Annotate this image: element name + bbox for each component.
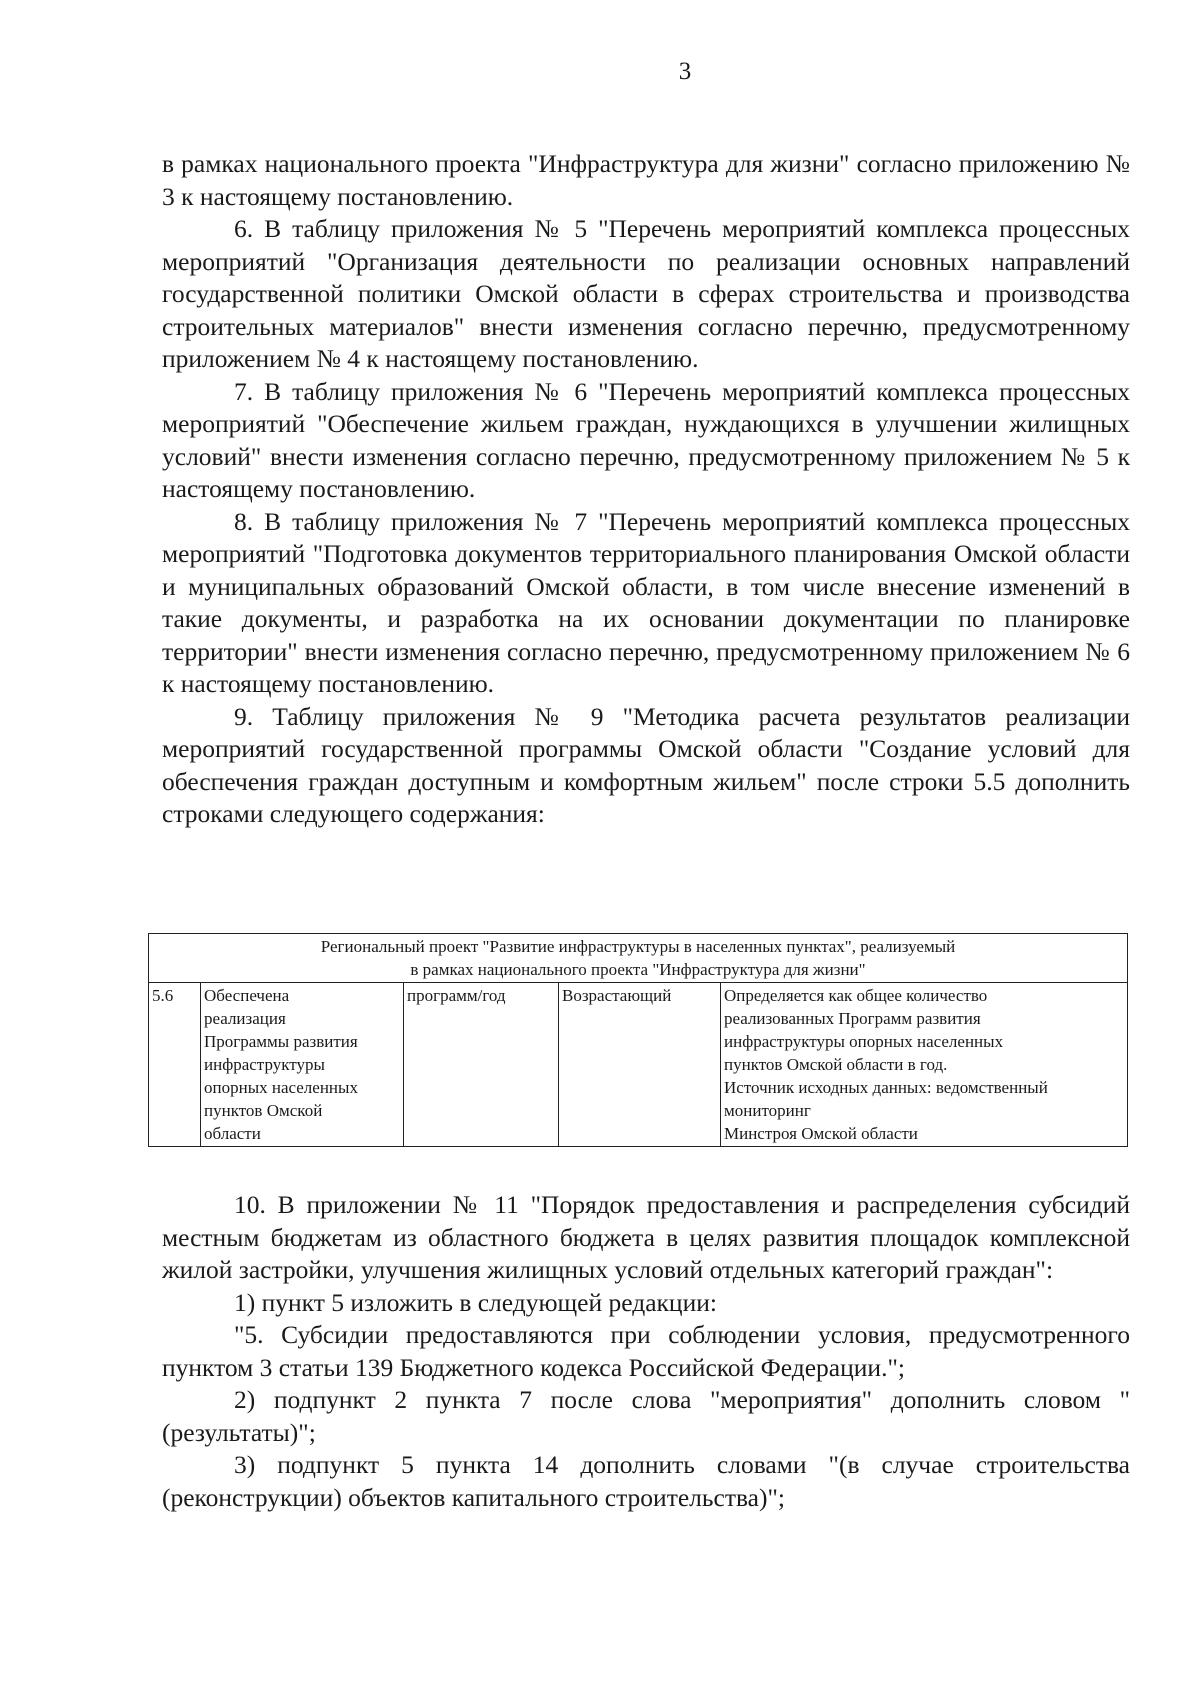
paragraph-item-8: 8. В таблицу приложения № 7 "Перечень мероприятий комплекса процессных мероприятий "Подготовка документов территориального планирования Омской области и муниципальных образований Омской области, в том числе внесение изменений в такие документы, и разработка на их основании документации по планировке территории" внести изменения согласно перечню, предусмотренному приложением № 6 к настоящему постановлению. (162, 506, 1130, 698)
cell-line: Минстроя Омской области (724, 1124, 918, 1143)
row-type-cell: Возрастающий (559, 983, 721, 1147)
row-method-cell (721, 983, 1128, 1147)
cell-line: мониторинг (724, 1101, 811, 1120)
subparagraph-1: 1) пункт 5 изложить в следующей редакции: (234, 1287, 717, 1317)
paragraph-item-6: 6. В таблицу приложения № 5 "Перечень мероприятий комплекса процессных мероприятий "Организация деятельности по реализации основных направлений государственной политики Омской области в сферах строительства и производства строительных материалов" внести изменения согласно перечню, предусмотренному приложением № 4 к настоящему постановлению. (162, 214, 1130, 373)
cell-line: пунктов Омской области в год. (724, 1055, 948, 1074)
quoted-paragraph: "5. Субсидии предоставляются при соблюдении условия, предусмотренного пунктом 3 статьи 139 Бюджетного кодекса Российской Федерации."; (162, 1320, 1130, 1382)
cell-line: пунктов Омской (204, 1101, 323, 1120)
row-name-cell (201, 983, 404, 1147)
text-block-top (162, 148, 1130, 831)
cell-line: Источник исходных данных: ведомственный (724, 1078, 1048, 1097)
cell-line: инфраструктуры опорных населенных (724, 1032, 1004, 1051)
cell-line: области (204, 1124, 261, 1143)
table-title-row (149, 934, 1128, 983)
table-title-cell (149, 934, 1128, 983)
row-number-cell: 5.6 (149, 983, 201, 1147)
table-row (149, 983, 1128, 1147)
paragraph-item-7: 7. В таблицу приложения № 6 "Перечень мероприятий комплекса процессных мероприятий "Обеспечение жильем граждан, нуждающихся в улучшении жилищных условий" внести изменения согласно перечню, предусмотренному приложением № 5 к настоящему постановлению. (162, 376, 1130, 503)
paragraph: в рамках национального проекта "Инфраструктура для жизни" согласно приложению № 3 к настоящему постановлению. (162, 149, 1130, 211)
cell-line: инфраструктуры (204, 1055, 325, 1074)
cell-line: Обеспечена (204, 986, 290, 1005)
subparagraph-2: 2) подпункт 2 пункта 7 после слова "мероприятия" дополнить словом "(результаты)"; (162, 1385, 1130, 1447)
table-title-line: в рамках национального проекта "Инфраструктура для жизни" (410, 960, 866, 979)
cell-line: опорных населенных (204, 1078, 358, 1097)
subparagraph-3: 3) подпункт 5 пункта 14 дополнить словами "(в случае строительства (реконструкции) объектов капитального строительства)"; (162, 1450, 1130, 1512)
cell-line: Программы развития (204, 1032, 358, 1051)
cell-line: Определяется как общее количество (724, 986, 988, 1005)
cell-line: реализация (204, 1009, 286, 1028)
row-unit-cell: программ/год (404, 983, 559, 1147)
paragraph-item-9: 9. Таблицу приложения № 9 "Методика расчета результатов реализации мероприятий государственной программы Омской области "Создание условий для обеспечения граждан доступным и комфортным жильем" после строки 5.5 дополнить строками следующего содержания: (162, 701, 1130, 828)
cell-line: реализованных Программ развития (724, 1009, 981, 1028)
paragraph-item-10: 10. В приложении № 11 "Порядок предоставления и распределения субсидий местным бюджетам из областного бюджета в целях развития площадок комплексной жилой застройки, улучшения жилищных условий отдельных категорий граждан": (162, 1190, 1130, 1284)
page-number: 3 (678, 58, 692, 85)
text-block-bottom (162, 1189, 1130, 1514)
table-title-line: Региональный проект "Развитие инфраструктуры в населенных пунктах", реализуемый (320, 937, 956, 956)
insert-table (148, 933, 1128, 1147)
